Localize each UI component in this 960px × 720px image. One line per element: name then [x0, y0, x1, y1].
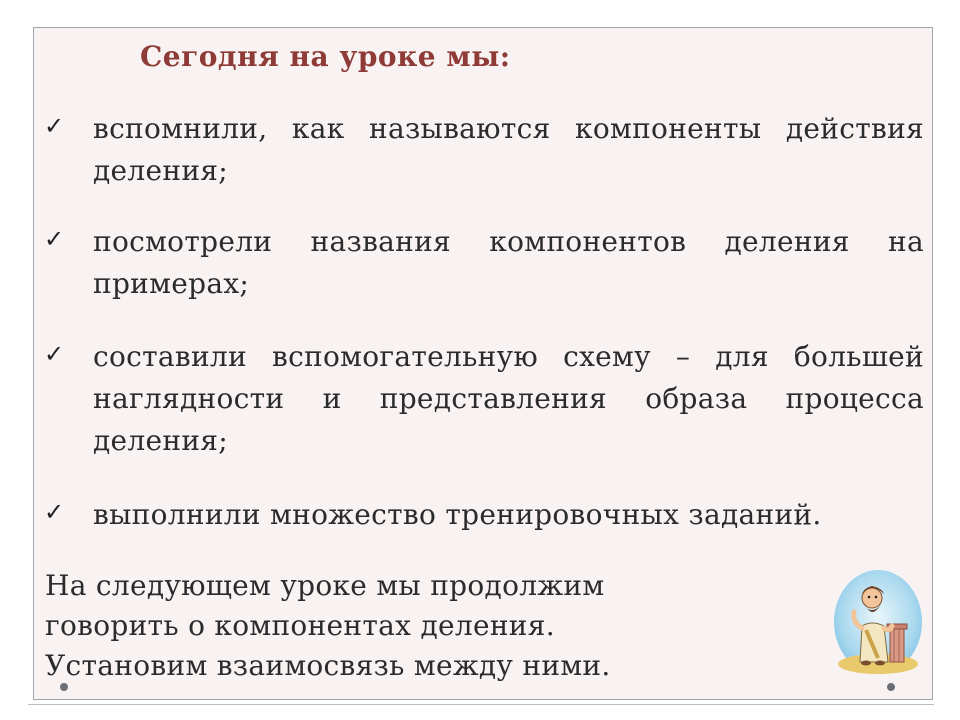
- list-item: [44, 336, 924, 462]
- next-lesson-line: говорить о компонентах деления.: [45, 609, 555, 642]
- bottom-divider: [28, 704, 934, 705]
- checkmark-icon: ✓: [44, 225, 65, 253]
- next-lesson-line: На следующем уроке мы продолжим: [45, 569, 605, 602]
- checkmark-icon: ✓: [44, 498, 65, 526]
- list-item-text: посмотрели названия компонентов деления на примерах;: [93, 225, 924, 300]
- checkmark-icon: ✓: [44, 340, 65, 368]
- slide-title: Сегодня на уроке мы:: [140, 40, 511, 73]
- corner-dot: [60, 683, 68, 691]
- list-item-text: составили вспомогательную схему – для большей наглядности и представления образа процесса деления;: [93, 340, 924, 457]
- corner-dot: [887, 683, 895, 691]
- checkmark-icon: ✓: [44, 112, 65, 140]
- list-item: [44, 494, 924, 536]
- next-lesson-note: [45, 566, 611, 686]
- list-item-text: вспомнили, как называются компоненты действия деления;: [93, 112, 924, 187]
- list-item: [44, 108, 924, 192]
- next-lesson-line: Установим взаимосвязь между ними.: [45, 649, 611, 682]
- bearded-man-with-column-icon: [832, 566, 924, 676]
- list-item: [44, 221, 924, 305]
- list-item-text: выполнили множество тренировочных заданий.: [93, 498, 822, 531]
